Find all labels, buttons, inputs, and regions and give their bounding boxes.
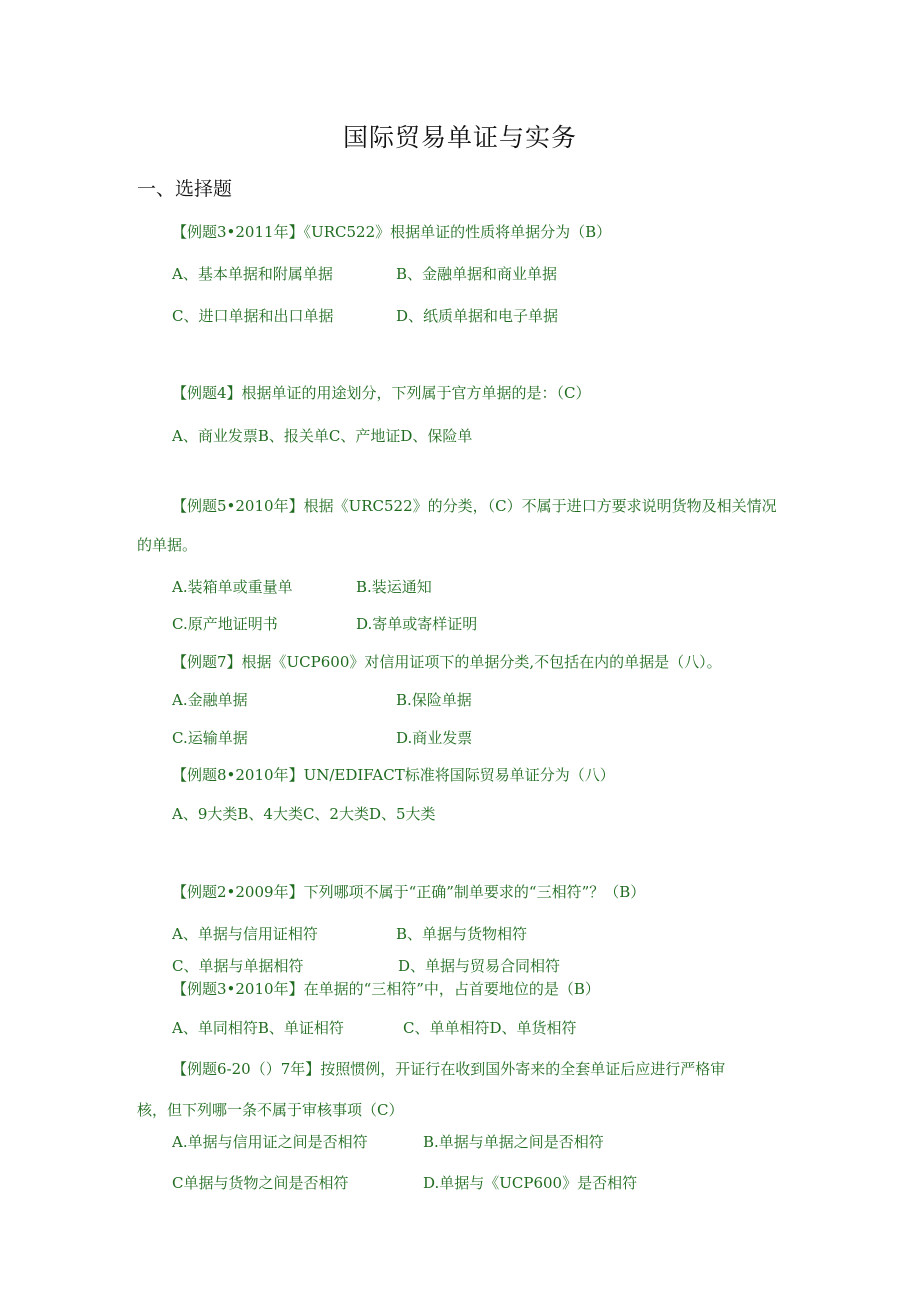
question-stem: 【例题4】根据单证的用途划分，下列属于官方单据的是：（C） [172, 384, 591, 402]
options-ab: A、单同相符B、单证相符 [172, 1019, 344, 1037]
option-d: D、纸质单据和电子单据 [396, 307, 559, 325]
option-a: A.装箱单或重量单 [172, 578, 293, 596]
options-cd: C、单单相符D、单货相符 [403, 1019, 577, 1037]
options-line: A、9大类B、4大类C、2大类D、5大类 [172, 805, 436, 823]
question-stem: 【例题5•2010年】根据《URC522》的分类，（C）不属于进口方要求说明货物及相关情况 [172, 497, 777, 515]
option-d: D、单据与贸易合同相符 [398, 957, 561, 975]
section-heading: 一、选择题 [137, 178, 233, 200]
option-c: C.运输单据 [172, 729, 248, 747]
option-c: C.原产地证明书 [172, 615, 278, 633]
options-line: A、商业发票B、报关单C、产地证D、保险单 [172, 427, 473, 445]
question-stem: 【例题7】根据《UCP600》对信用证项下的单据分类,不包括在内的单据是（八）。 [172, 653, 722, 671]
option-b: B.保险单据 [396, 691, 472, 709]
option-a: A.单据与信用证之间是否相符 [172, 1133, 368, 1151]
question-stem-continued: 的单据。 [137, 536, 198, 554]
document-title: 国际贸易单证与实务 [342, 123, 577, 152]
question-stem: 【例题6-20（）7年】按照惯例，开证行在收到国外寄来的全套单证后应进行严格审 [172, 1060, 726, 1078]
question-stem: 【例题2•2009年】下列哪项不属于“正确”制单要求的“三相符”？（B） [172, 883, 646, 901]
option-d: D.单据与《UCP600》是否相符 [423, 1174, 638, 1192]
option-b: B.单据与单据之间是否相符 [423, 1133, 604, 1151]
option-c: C单据与货物之间是否相符 [172, 1174, 349, 1192]
question-stem: 【例题3•2011年】《URC522》根据单证的性质将单据分为（B） [172, 223, 612, 241]
option-a: A.金融单据 [172, 691, 248, 709]
question-stem: 【例题3•2010年】在单据的“三相符”中，占首要地位的是（B） [172, 980, 600, 998]
option-d: D.寄单或寄样证明 [356, 615, 478, 633]
option-b: B、单据与货物相符 [396, 925, 528, 943]
option-a: A、单据与信用证相符 [172, 925, 318, 943]
option-b: B.装运通知 [356, 578, 432, 596]
option-c: C、进口单据和出口单据 [172, 307, 334, 325]
question-stem-continued: 核，但下列哪一条不属于审核事项（C） [137, 1101, 404, 1119]
question-stem: 【例题8•2010年】UN/EDIFACT标准将国际贸易单证分为（八） [172, 766, 615, 784]
option-b: B、金融单据和商业单据 [396, 265, 558, 283]
option-a: A、基本单据和附属单据 [172, 265, 333, 283]
option-d: D.商业发票 [396, 729, 473, 747]
option-c: C、单据与单据相符 [172, 957, 304, 975]
